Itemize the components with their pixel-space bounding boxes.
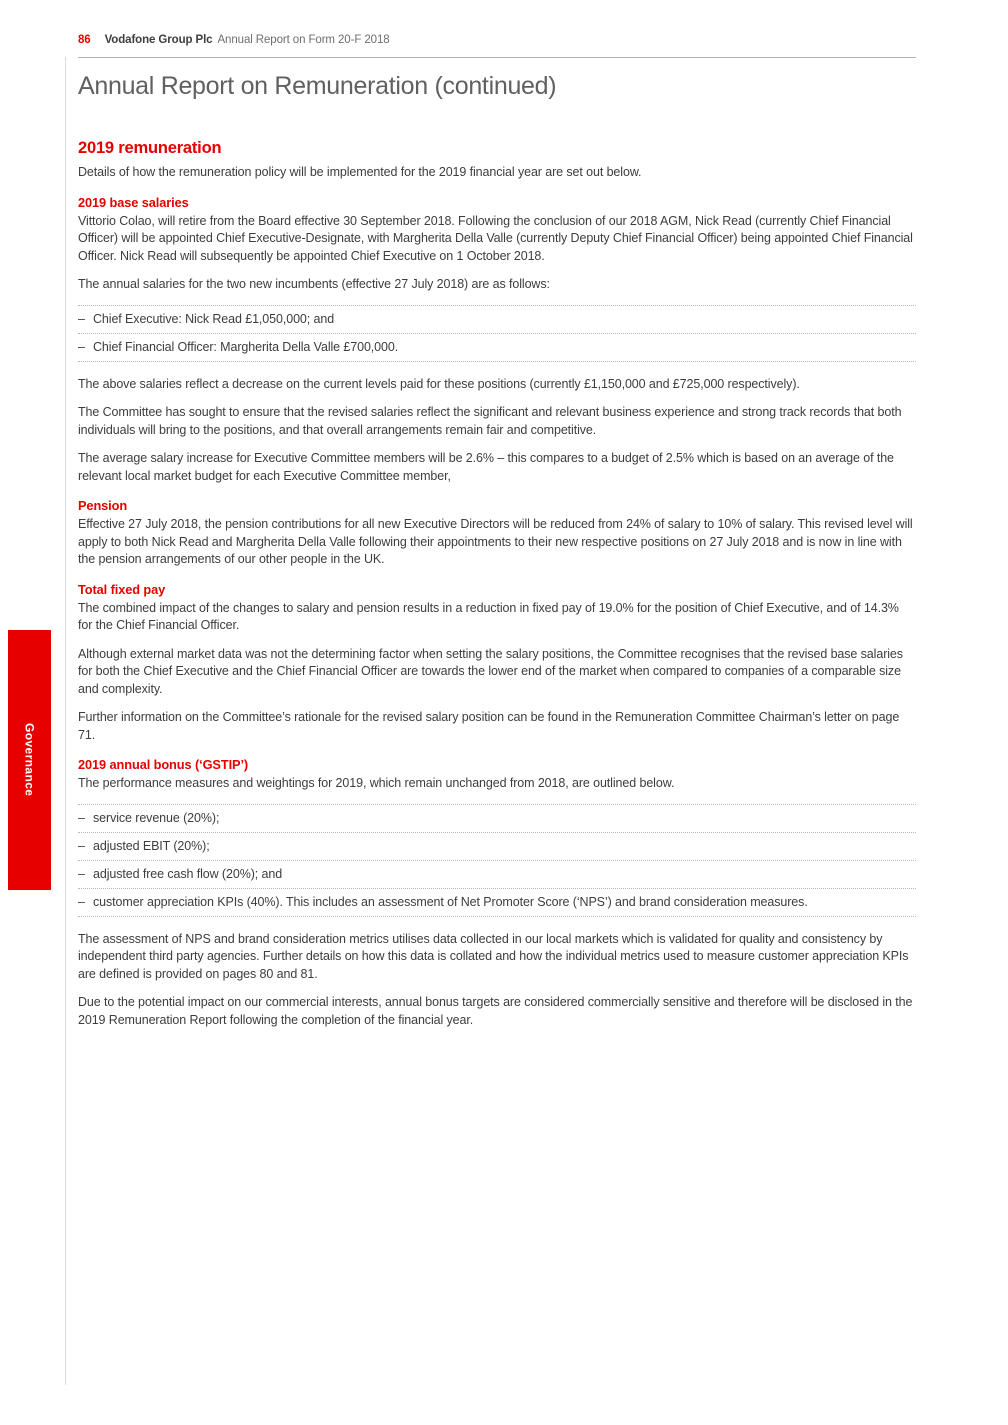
heading-2019-base-salaries: 2019 base salaries bbox=[78, 194, 189, 210]
company-name: Vodafone Group Plc bbox=[104, 34, 213, 46]
heading-total-fixed-pay: Total fixed pay bbox=[78, 581, 166, 597]
report-title: Annual Report on Form 20-F 2018 bbox=[217, 34, 390, 46]
list-item-text: Chief Financial Officer: Margherita Della Valle £700,000. bbox=[93, 339, 399, 354]
page-number: 86 bbox=[78, 34, 91, 46]
list-item-text: Chief Executive: Nick Read £1,050,000; and bbox=[93, 311, 335, 326]
list-item bbox=[78, 804, 916, 832]
list-dash: – bbox=[78, 810, 85, 825]
list-dash: – bbox=[78, 838, 85, 853]
heading-pension: Pension bbox=[78, 498, 128, 513]
list-dash: – bbox=[78, 894, 85, 909]
list-item bbox=[78, 305, 916, 333]
list-item-text: adjusted EBIT (20%); bbox=[93, 838, 210, 853]
salary-list bbox=[78, 305, 916, 362]
heading-2019-annual-bonus: 2019 annual bonus (‘GSTIP’) bbox=[78, 757, 249, 772]
annual-bonus-paragraph-3: Due to the potential impact on our commercial interests, annual bonus targets are considered commercially sensitive and therefore will be disclosed in the 2019 Remuneration Report following the completion of the financial year. bbox=[78, 995, 913, 1027]
section-continued-title: Annual Report on Remuneration (continued) bbox=[78, 72, 557, 100]
annual-bonus-paragraph-1: The performance measures and weightings for 2019, which remain unchanged from 2018, are outlined below. bbox=[78, 776, 675, 790]
list-item bbox=[78, 888, 916, 916]
heading-2019-remuneration: 2019 remuneration bbox=[78, 139, 222, 157]
total-fixed-pay-paragraph-2: Although external market data was not the determining factor when setting the salary positions, the Committee recognises that the revised base salaries for both the Chief Executive and the Chief Financial Officer are towards the lower end of the market when compared to companies of a comparable size and complexity. bbox=[78, 646, 903, 696]
governance-section-tab bbox=[8, 630, 51, 890]
page-content bbox=[78, 0, 916, 1040]
annual-bonus-paragraph-2: The assessment of NPS and brand consideration metrics utilises data collected in our local markets which is validated for quality and consistency by independent third party agencies. Further details on how this data is collated and how the individual metrics used to measure customer appreciation KPIs are defined is provided on pages 80 and 81. bbox=[78, 931, 909, 981]
base-salaries-paragraph-5: The average salary increase for Executive Committee members will be 2.6% – this compares to a budget of 2.5% which is based on an average of the relevant local market budget for each Executive Committee member, bbox=[78, 451, 894, 483]
bonus-measures-list bbox=[78, 804, 916, 917]
page-header bbox=[78, 34, 916, 58]
list-item-text: adjusted free cash flow (20%); and bbox=[93, 866, 283, 881]
base-salaries-paragraph-4: The Committee has sought to ensure that the revised salaries reflect the significant and relevant business experience and strong track records that both individuals will bring to the positions, and that overall arrangements remain fair and competitive. bbox=[78, 405, 902, 437]
left-rule-line bbox=[65, 57, 66, 1385]
base-salaries-paragraph-1: Vittorio Colao, will retire from the Board effective 30 September 2018. Following the conclusion of our 2018 AGM, Nick Read (currently Chief Financial Officer) will be appointed Chief Executive-Designate, with Margherita Della Valle (currently Deputy Chief Financial Officer) being appointed Chief Financial Officer. Nick Read will subsequently be appointed Chief Executive on 1 October 2018. bbox=[78, 213, 913, 263]
governance-tab-label: Governance bbox=[22, 723, 37, 797]
intro-paragraph: Details of how the remuneration policy will be implemented for the 2019 financial year are set out below. bbox=[78, 165, 642, 179]
list-dash: – bbox=[78, 311, 85, 326]
list-item bbox=[78, 832, 916, 860]
base-salaries-paragraph-2: The annual salaries for the two new incumbents (effective 27 July 2018) are as follows: bbox=[78, 277, 550, 291]
list-item-text: service revenue (20%); bbox=[93, 810, 220, 825]
list-dash: – bbox=[78, 339, 85, 354]
base-salaries-paragraph-3: The above salaries reflect a decrease on the current levels paid for these positions (currently £1,150,000 and £725,000 respectively). bbox=[78, 376, 800, 391]
list-item-text: customer appreciation KPIs (40%). This includes an assessment of Net Promoter Score (‘NPS’) and brand consideration measures. bbox=[93, 894, 808, 909]
pension-paragraph: Effective 27 July 2018, the pension contributions for all new Executive Directors will be reduced from 24% of salary to 10% of salary. This revised level will apply to both Nick Read and Margherita Della Valle following their appointments to their new respective positions on 27 July 2018 and is now in line with the pension arrangements of our other people in the UK. bbox=[78, 517, 913, 566]
total-fixed-pay-paragraph-1: The combined impact of the changes to salary and pension results in a reduction in fixed pay of 19.0% for the position of Chief Executive, and of 14.3% for the Chief Financial Officer. bbox=[78, 600, 899, 632]
list-dash: – bbox=[78, 866, 85, 881]
list-item bbox=[78, 860, 916, 888]
list-item bbox=[78, 333, 916, 361]
total-fixed-pay-paragraph-3: Further information on the Committee’s rationale for the revised salary position can be found in the Remuneration Committee Chairman’s letter on page 71. bbox=[78, 710, 900, 742]
